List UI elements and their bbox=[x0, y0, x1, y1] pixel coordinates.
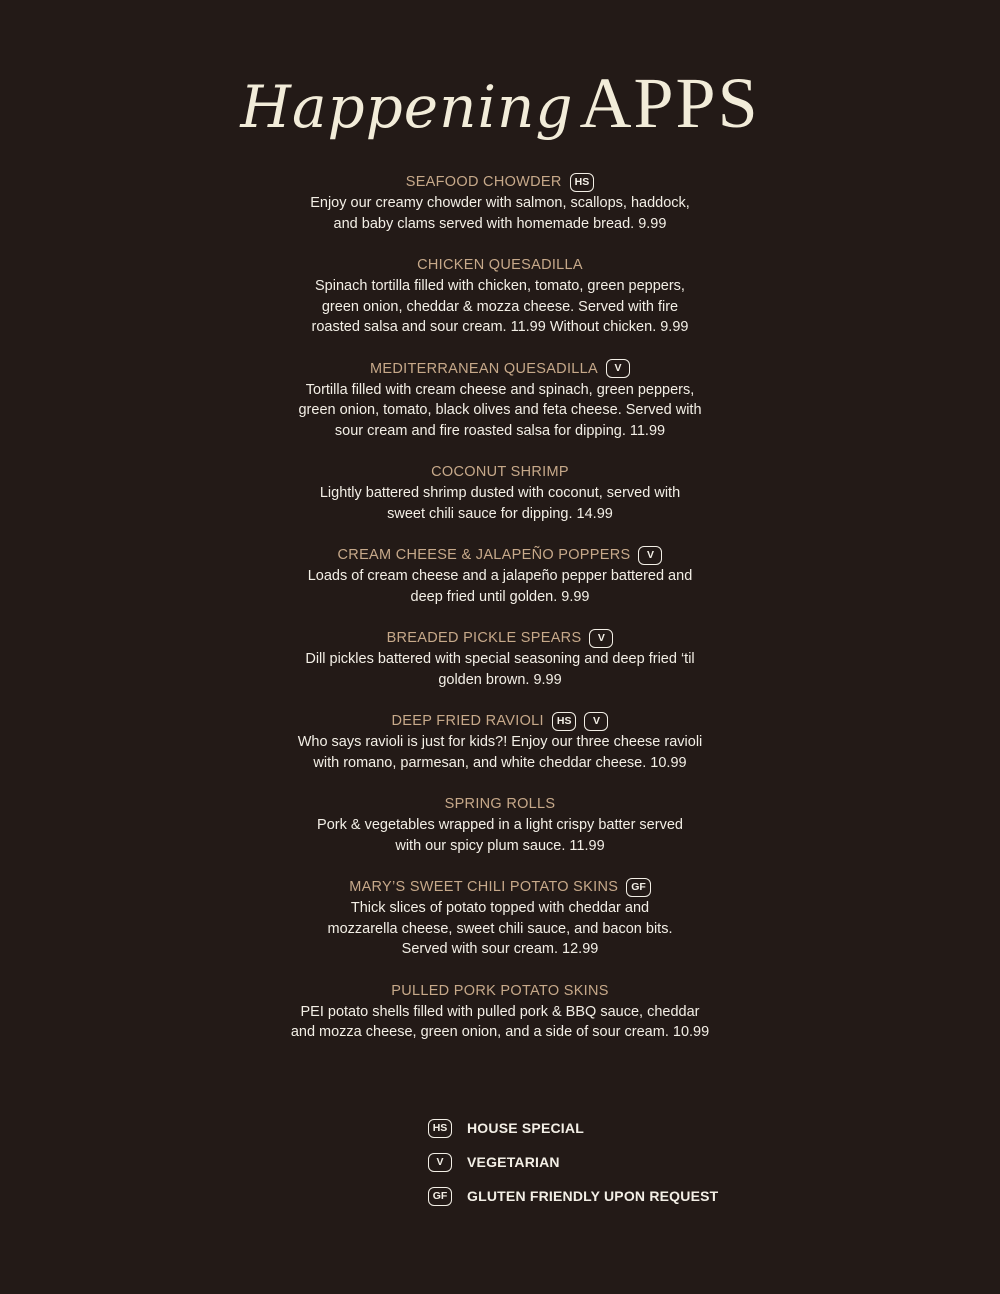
menu-item-description: Lightly battered shrimp dusted with coconut, served with sweet chili sauce for dipping. 14.99 bbox=[319, 485, 681, 522]
legend-badge-wrap bbox=[427, 1153, 453, 1172]
badge-hs: HS bbox=[570, 173, 595, 192]
badge-v: V bbox=[606, 359, 630, 378]
legend-label: HOUSE SPECIAL bbox=[467, 1120, 584, 1136]
menu-item-header bbox=[250, 980, 750, 1002]
menu-item-description: Pork & vegetables wrapped in a light crispy batter served with our spicy plum sauce. 11.99 bbox=[317, 817, 683, 854]
menu-item-name: CHICKEN QUESADILLA bbox=[417, 257, 583, 273]
legend-row bbox=[427, 1117, 718, 1139]
title-script-text: Happening bbox=[240, 73, 574, 141]
menu-item bbox=[250, 876, 750, 960]
legend-badge-wrap bbox=[427, 1119, 453, 1138]
badge-v: V bbox=[428, 1153, 452, 1172]
menu-item-name: BREADED PICKLE SPEARS bbox=[386, 630, 582, 646]
menu-item bbox=[250, 254, 750, 338]
menu-item-name: MARY’S SWEET CHILI POTATO SKINS bbox=[349, 879, 619, 895]
menu-item bbox=[250, 793, 750, 856]
menu-item-description: PEI potato shells filled with pulled pork & BBQ sauce, cheddar and mozza cheese, green onion, and a side of sour cream. 10.99 bbox=[290, 1003, 710, 1040]
menu-item-description: Loads of cream cheese and a jalapeño pepper battered and deep fried until golden. 9.99 bbox=[307, 568, 693, 605]
legend-row bbox=[427, 1185, 718, 1207]
menu-item-header bbox=[250, 710, 750, 732]
menu-item bbox=[250, 980, 750, 1043]
badge-hs: HS bbox=[552, 712, 577, 731]
page-title bbox=[0, 62, 1000, 145]
menu-item-name: SEAFOOD CHOWDER bbox=[405, 174, 562, 190]
legend bbox=[427, 1117, 718, 1219]
menu-item bbox=[250, 627, 750, 690]
menu-item bbox=[250, 710, 750, 773]
menu-item-header bbox=[250, 544, 750, 566]
menu-item-name: COCONUT SHRIMP bbox=[431, 464, 569, 480]
menu-item-description: Thick slices of potato topped with cheddar and mozzarella cheese, sweet chili sauce, and bacon bits. Served with sour cream. 12.99 bbox=[327, 900, 673, 957]
title-caps-text: APPS bbox=[579, 63, 760, 143]
menu-item-name: SPRING ROLLS bbox=[444, 796, 556, 812]
menu-item-description: Spinach tortilla filled with chicken, tomato, green peppers, green onion, cheddar & mozza cheese. Served with fire roasted salsa and sour cream. 11.99 Without chicken. 9.99 bbox=[311, 278, 689, 335]
badge-v: V bbox=[584, 712, 608, 731]
menu-item bbox=[250, 461, 750, 524]
badge-gf: GF bbox=[428, 1187, 453, 1206]
menu-item-header bbox=[250, 254, 750, 276]
menu-item-name: MEDITERRANEAN QUESADILLA bbox=[370, 360, 598, 377]
menu-item bbox=[250, 171, 750, 234]
menu-item-description: Enjoy our creamy chowder with salmon, scallops, haddock, and baby clams served with homemade bread. 9.99 bbox=[310, 195, 690, 232]
menu-item bbox=[250, 544, 750, 607]
legend-label: GLUTEN FRIENDLY UPON REQUEST bbox=[467, 1188, 719, 1204]
menu-items-list bbox=[250, 171, 750, 1063]
badge-v: V bbox=[589, 629, 613, 648]
menu-item-name: PULLED PORK POTATO SKINS bbox=[391, 982, 609, 999]
legend-badge-wrap bbox=[427, 1187, 453, 1206]
badge-hs: HS bbox=[428, 1119, 453, 1138]
menu-item-name: CREAM CHEESE & JALAPEÑO POPPERS bbox=[337, 547, 631, 563]
menu-item-description: Who says ravioli is just for kids?! Enjoy our three cheese ravioli with romano, parmesan, and white cheddar cheese. 10.99 bbox=[297, 734, 703, 771]
badge-v: V bbox=[638, 546, 662, 565]
legend-row bbox=[427, 1151, 718, 1173]
badge-gf: GF bbox=[626, 878, 651, 897]
menu-item-header bbox=[250, 793, 750, 815]
menu-item-header bbox=[250, 876, 750, 898]
menu-item-header bbox=[250, 461, 750, 483]
menu-item-header bbox=[250, 171, 750, 193]
menu-item-name: DEEP FRIED RAVIOLI bbox=[391, 713, 544, 729]
menu-item-header bbox=[250, 358, 750, 380]
menu-item-description: Dill pickles battered with special seasoning and deep fried ‘til golden brown. 9.99 bbox=[305, 651, 695, 688]
menu-item bbox=[250, 358, 750, 442]
legend-label: VEGETARIAN bbox=[467, 1154, 560, 1170]
menu-item-description: Tortilla filled with cream cheese and spinach, green peppers, green onion, tomato, black olives and feta cheese. Served with sour cream and fire roasted salsa for dipping. 11.99 bbox=[298, 381, 702, 439]
menu-item-header bbox=[250, 627, 750, 649]
